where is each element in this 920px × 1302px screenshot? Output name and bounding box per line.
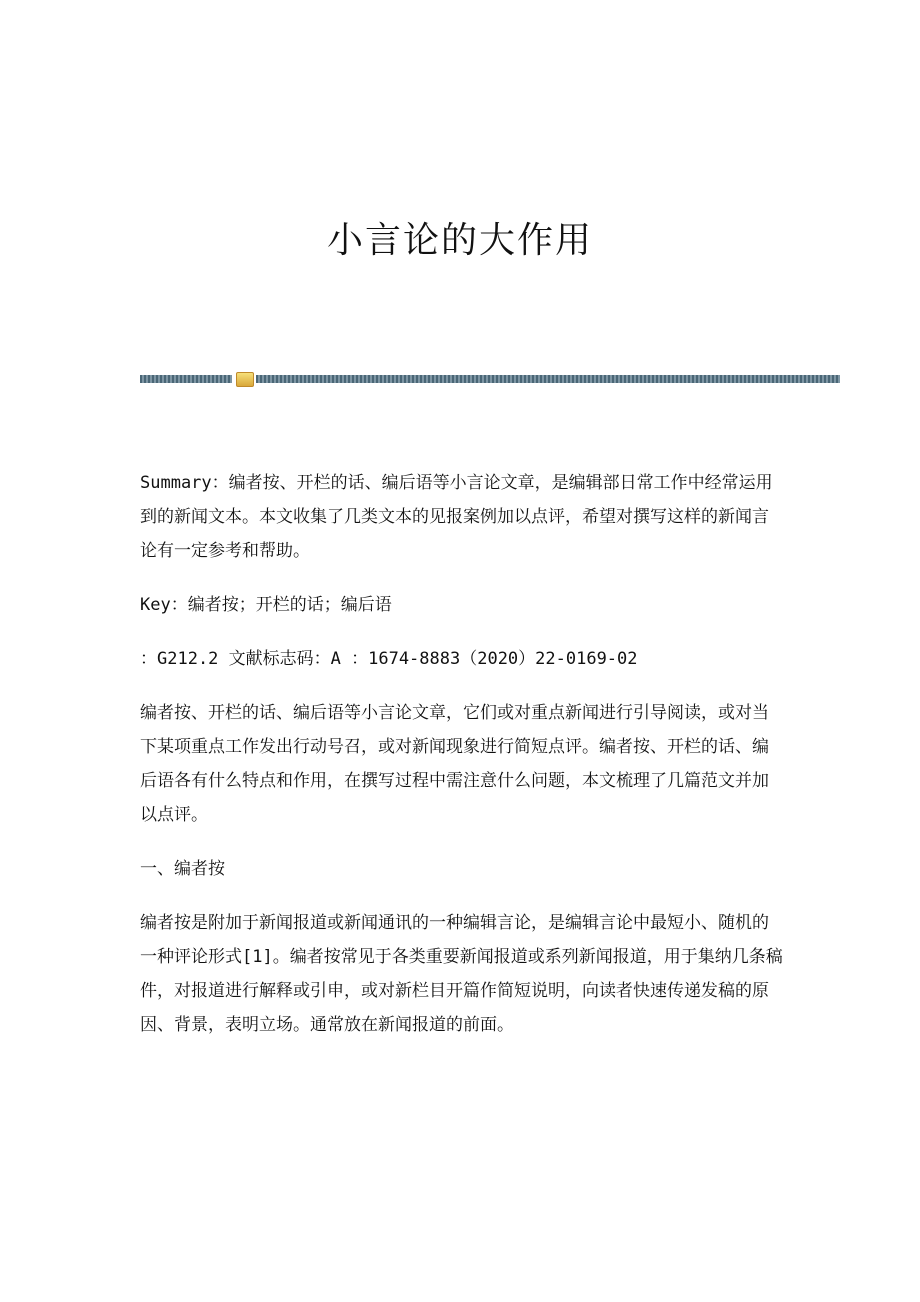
section-paragraph: 编者按是附加于新闻报道或新闻通讯的一种编辑言论，是编辑言论中最短小、随机的一种评论形式[1]。编者按常见于各类重要新闻报道或系列新闻报道，用于集纳几条稿件，对报道进行解释或引申，或对新栏目开篇作简短说明，向读者快速传递发稿的原因、背景，表明立场。通常放在新闻报道的前面。 <box>140 913 783 1035</box>
classification-paragraph: ：G212.2 文献标志码：A ：1674-8883（2020）22-0169-02 <box>140 649 638 669</box>
keywords-paragraph: Key：编者按；开栏的话；编后语 <box>140 595 392 615</box>
summary-paragraph: Summary：编者按、开栏的话、编后语等小言论文章，是编辑部日常工作中经常运用到的新闻文本。本文收集了几类文本的见报案例加以点评，希望对撰写这样的新闻言论有一定参考和帮助。 <box>140 473 773 561</box>
intro-paragraph: 编者按、开栏的话、编后语等小言论文章，它们或对重点新闻进行引导阅读，或对当下某项重点工作发出行动号召，或对新闻现象进行简短点评。编者按、开栏的话、编后语各有什么特点和作用，在撰写过程中需注意什么问题，本文梳理了几篇范文并加以点评。 <box>140 703 769 825</box>
divider-bar-left <box>140 375 232 383</box>
divider-ornament-icon <box>236 372 254 387</box>
section-heading: 一、编者按 <box>140 859 225 879</box>
document-title: 小言论的大作用 <box>326 220 593 261</box>
document-body <box>140 466 785 1062</box>
divider-bar-right <box>256 375 840 383</box>
title-divider <box>140 375 840 383</box>
